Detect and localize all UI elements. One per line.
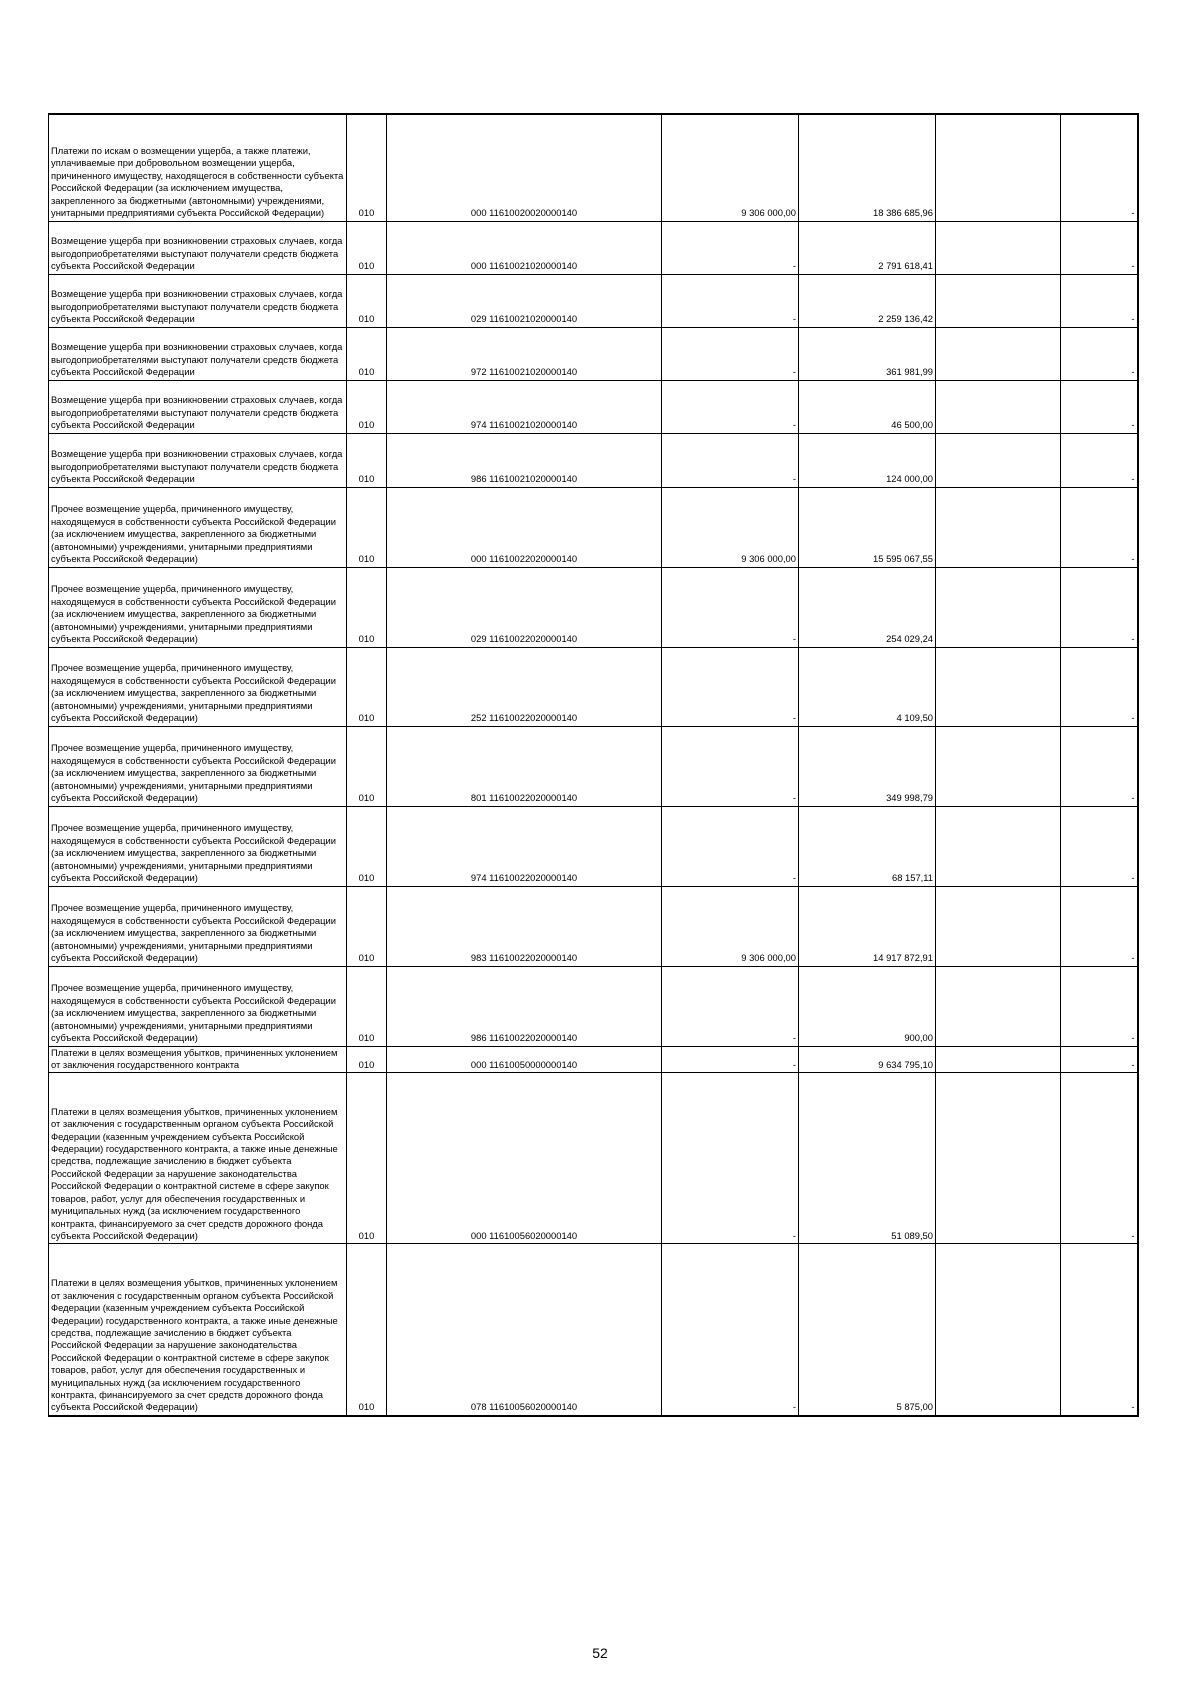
row-kbk-code: 029 11610022020000140 — [387, 567, 662, 647]
row-name: Возмещение ущерба при возникновении страховых случаев, когда выгодоприобретателями выступают получатели средств бюджета субъекта Российской Федерации — [49, 274, 347, 327]
row-kbk-code: 983 11610022020000140 — [387, 886, 662, 966]
row-line-code: 010 — [347, 966, 387, 1046]
row-extra-amount — [936, 886, 1061, 966]
row-executed-amount: 5 875,00 — [799, 1244, 936, 1416]
table-row — [49, 1073, 1138, 1244]
row-unexecuted-amount: - — [1061, 380, 1138, 433]
row-name: Платежи в целях возмещения убытков, причиненных уклонением от заключения с государственным органом субъекта Российской Федерации (казенным учреждением субъекта Российской Федерации) государственного контракта, а также иные денежные средства, подлежащие зачислению в бюджет субъекта Российской Федерации за нарушение законодательства Российской Федерации о контрактной системе в сфере закупок товаров, работ, услуг для обеспечения государственных и муниципальных нужд (за исключением государственного контракта, финансируемого за счет средств дорожного фонда субъекта Российской Федерации) — [49, 1073, 347, 1244]
row-line-code: 010 — [347, 380, 387, 433]
row-unexecuted-amount: - — [1061, 647, 1138, 726]
table-row — [49, 114, 1138, 221]
table-row — [49, 380, 1138, 433]
row-kbk-code: 000 11610050000000140 — [387, 1046, 662, 1073]
row-approved-amount: 9 306 000,00 — [662, 487, 799, 567]
row-name: Платежи в целях возмещения убытков, причиненных уклонением от заключения с государственным органом субъекта Российской Федерации (казенным учреждением субъекта Российской Федерации) государственного контракта, а также иные денежные средства, подлежащие зачислению в бюджет субъекта Российской Федерации за нарушение законодательства Российской Федерации о контрактной системе в сфере закупок товаров, работ, услуг для обеспечения государственных и муниципальных нужд (за исключением государственного контракта, финансируемого за счет средств дорожного фонда субъекта Российской Федерации) — [49, 1244, 347, 1416]
row-unexecuted-amount: - — [1061, 274, 1138, 327]
row-kbk-code: 974 11610021020000140 — [387, 380, 662, 433]
row-approved-amount: 9 306 000,00 — [662, 886, 799, 966]
row-kbk-code: 801 11610022020000140 — [387, 726, 662, 806]
table-row — [49, 567, 1138, 647]
row-approved-amount: - — [662, 806, 799, 886]
row-approved-amount: - — [662, 433, 799, 487]
row-executed-amount: 349 998,79 — [799, 726, 936, 806]
row-approved-amount: - — [662, 966, 799, 1046]
row-approved-amount: - — [662, 327, 799, 380]
table-row — [49, 1046, 1138, 1073]
row-approved-amount: - — [662, 221, 799, 274]
table-row — [49, 1244, 1138, 1416]
row-kbk-code: 000 11610022020000140 — [387, 487, 662, 567]
table-body — [49, 114, 1138, 1416]
row-extra-amount — [936, 487, 1061, 567]
row-executed-amount: 68 157,11 — [799, 806, 936, 886]
row-kbk-code: 974 11610022020000140 — [387, 806, 662, 886]
row-line-code: 010 — [347, 1046, 387, 1073]
row-name: Возмещение ущерба при возникновении страховых случаев, когда выгодоприобретателями выступают получатели средств бюджета субъекта Российской Федерации — [49, 433, 347, 487]
table-row — [49, 647, 1138, 726]
row-line-code: 010 — [347, 221, 387, 274]
row-name: Прочее возмещение ущерба, причиненного имуществу, находящемуся в собственности субъекта Российской Федерации (за исключением имущества, закрепленного за бюджетными (автономными) учреждениями, унитарными предприятиями субъекта Российской Федерации) — [49, 726, 347, 806]
table-row — [49, 886, 1138, 966]
row-approved-amount: - — [662, 274, 799, 327]
row-name: Прочее возмещение ущерба, причиненного имуществу, находящемуся в собственности субъекта Российской Федерации (за исключением имущества, закрепленного за бюджетными (автономными) учреждениями, унитарными предприятиями субъекта Российской Федерации) — [49, 886, 347, 966]
row-name: Прочее возмещение ущерба, причиненного имуществу, находящемуся в собственности субъекта Российской Федерации (за исключением имущества, закрепленного за бюджетными (автономными) учреждениями, унитарными предприятиями субъекта Российской Федерации) — [49, 806, 347, 886]
row-executed-amount: 14 917 872,91 — [799, 886, 936, 966]
row-name: Прочее возмещение ущерба, причиненного имуществу, находящемуся в собственности субъекта Российской Федерации (за исключением имущества, закрепленного за бюджетными (автономными) учреждениями, унитарными предприятиями субъекта Российской Федерации) — [49, 966, 347, 1046]
row-extra-amount — [936, 433, 1061, 487]
row-extra-amount — [936, 221, 1061, 274]
row-unexecuted-amount: - — [1061, 966, 1138, 1046]
table-row — [49, 221, 1138, 274]
table-row — [49, 806, 1138, 886]
table-row — [49, 433, 1138, 487]
table-row — [49, 487, 1138, 567]
row-line-code: 010 — [347, 1244, 387, 1416]
row-line-code: 010 — [347, 487, 387, 567]
row-extra-amount — [936, 806, 1061, 886]
row-approved-amount: - — [662, 380, 799, 433]
row-extra-amount — [936, 647, 1061, 726]
row-extra-amount — [936, 274, 1061, 327]
row-extra-amount — [936, 1046, 1061, 1073]
table-row — [49, 966, 1138, 1046]
table-row — [49, 327, 1138, 380]
row-line-code: 010 — [347, 274, 387, 327]
row-extra-amount — [936, 114, 1061, 221]
row-extra-amount — [936, 1244, 1061, 1416]
row-unexecuted-amount: - — [1061, 1073, 1138, 1244]
row-unexecuted-amount: - — [1061, 327, 1138, 380]
row-executed-amount: 51 089,50 — [799, 1073, 936, 1244]
row-unexecuted-amount: - — [1061, 726, 1138, 806]
row-name: Возмещение ущерба при возникновении страховых случаев, когда выгодоприобретателями выступают получатели средств бюджета субъекта Российской Федерации — [49, 221, 347, 274]
row-extra-amount — [936, 327, 1061, 380]
row-approved-amount: - — [662, 726, 799, 806]
row-executed-amount: 361 981,99 — [799, 327, 936, 380]
row-kbk-code: 000 11610056020000140 — [387, 1073, 662, 1244]
budget-revenue-table — [48, 113, 1139, 1417]
row-executed-amount: 254 029,24 — [799, 567, 936, 647]
row-name: Прочее возмещение ущерба, причиненного имуществу, находящемуся в собственности субъекта Российской Федерации (за исключением имущества, закрепленного за бюджетными (автономными) учреждениями, унитарными предприятиями субъекта Российской Федерации) — [49, 647, 347, 726]
row-executed-amount: 15 595 067,55 — [799, 487, 936, 567]
row-approved-amount: - — [662, 1073, 799, 1244]
row-approved-amount: - — [662, 1046, 799, 1073]
row-name: Платежи в целях возмещения убытков, причиненных уклонением от заключения государственного контракта — [49, 1046, 347, 1073]
row-line-code: 010 — [347, 114, 387, 221]
row-line-code: 010 — [347, 433, 387, 487]
row-executed-amount: 4 109,50 — [799, 647, 936, 726]
row-name: Возмещение ущерба при возникновении страховых случаев, когда выгодоприобретателями выступают получатели средств бюджета субъекта Российской Федерации — [49, 380, 347, 433]
row-unexecuted-amount: - — [1061, 433, 1138, 487]
row-unexecuted-amount: - — [1061, 221, 1138, 274]
row-unexecuted-amount: - — [1061, 1244, 1138, 1416]
row-unexecuted-amount: - — [1061, 1046, 1138, 1073]
row-kbk-code: 986 11610022020000140 — [387, 966, 662, 1046]
row-extra-amount — [936, 380, 1061, 433]
row-line-code: 010 — [347, 567, 387, 647]
row-executed-amount: 2 791 618,41 — [799, 221, 936, 274]
row-approved-amount: 9 306 000,00 — [662, 114, 799, 221]
row-name: Прочее возмещение ущерба, причиненного имуществу, находящемуся в собственности субъекта Российской Федерации (за исключением имущества, закрепленного за бюджетными (автономными) учреждениями, унитарными предприятиями субъекта Российской Федерации) — [49, 487, 347, 567]
row-extra-amount — [936, 726, 1061, 806]
row-kbk-code: 029 11610021020000140 — [387, 274, 662, 327]
row-extra-amount — [936, 567, 1061, 647]
row-kbk-code: 078 11610056020000140 — [387, 1244, 662, 1416]
row-line-code: 010 — [347, 886, 387, 966]
row-unexecuted-amount: - — [1061, 114, 1138, 221]
row-kbk-code: 252 11610022020000140 — [387, 647, 662, 726]
row-kbk-code: 000 11610021020000140 — [387, 221, 662, 274]
row-name: Возмещение ущерба при возникновении страховых случаев, когда выгодоприобретателями выступают получатели средств бюджета субъекта Российской Федерации — [49, 327, 347, 380]
row-line-code: 010 — [347, 726, 387, 806]
row-executed-amount: 18 386 685,96 — [799, 114, 936, 221]
row-kbk-code: 972 11610021020000140 — [387, 327, 662, 380]
page-number: 52 — [592, 1645, 608, 1661]
row-unexecuted-amount: - — [1061, 806, 1138, 886]
row-unexecuted-amount: - — [1061, 567, 1138, 647]
row-approved-amount: - — [662, 647, 799, 726]
row-kbk-code: 000 11610020020000140 — [387, 114, 662, 221]
row-executed-amount: 9 634 795,10 — [799, 1046, 936, 1073]
row-extra-amount — [936, 1073, 1061, 1244]
row-executed-amount: 46 500,00 — [799, 380, 936, 433]
table-row — [49, 726, 1138, 806]
row-line-code: 010 — [347, 647, 387, 726]
table-row — [49, 274, 1138, 327]
row-name: Прочее возмещение ущерба, причиненного имуществу, находящемуся в собственности субъекта Российской Федерации (за исключением имущества, закрепленного за бюджетными (автономными) учреждениями, унитарными предприятиями субъекта Российской Федерации) — [49, 567, 347, 647]
row-executed-amount: 2 259 136,42 — [799, 274, 936, 327]
row-executed-amount: 900,00 — [799, 966, 936, 1046]
row-line-code: 010 — [347, 1073, 387, 1244]
row-executed-amount: 124 000,00 — [799, 433, 936, 487]
row-kbk-code: 986 11610021020000140 — [387, 433, 662, 487]
row-approved-amount: - — [662, 1244, 799, 1416]
row-unexecuted-amount: - — [1061, 886, 1138, 966]
row-unexecuted-amount: - — [1061, 487, 1138, 567]
row-name: Платежи по искам о возмещении ущерба, а также платежи, уплачиваемые при добровольном возмещении ущерба, причиненного имуществу, находящегося в собственности субъекта Российской Федерации (за исключением имущества, закрепленного за бюджетными (автономными) учреждениями, унитарными предприятиями субъекта Российской Федерации) — [49, 114, 347, 221]
row-approved-amount: - — [662, 567, 799, 647]
row-line-code: 010 — [347, 806, 387, 886]
row-extra-amount — [936, 966, 1061, 1046]
row-line-code: 010 — [347, 327, 387, 380]
